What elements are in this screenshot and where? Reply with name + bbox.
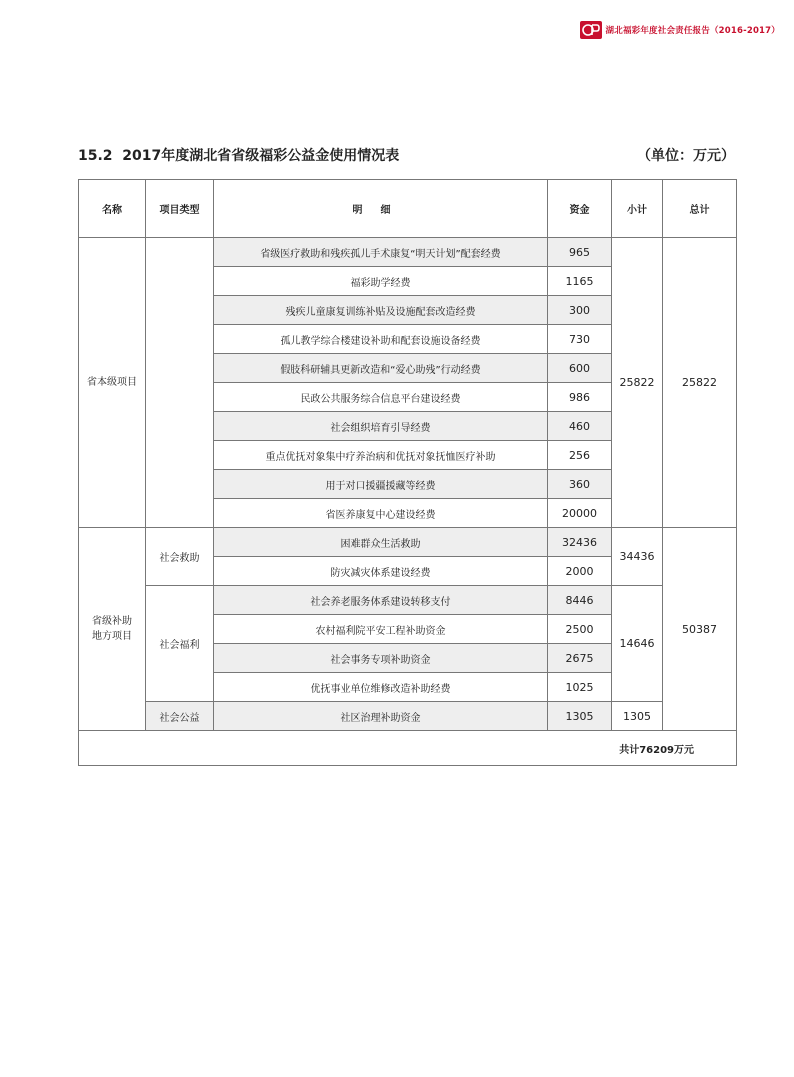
local-name-line1: 省级补助 <box>92 616 132 627</box>
table-title-row <box>78 145 735 167</box>
fund-cell: 32436 <box>548 528 612 557</box>
table-row <box>79 702 737 731</box>
detail-cell: 孤儿教学综合楼建设补助和配套设施设备经费 <box>214 325 548 354</box>
fund-cell: 256 <box>548 441 612 470</box>
detail-cell: 用于对口援疆援藏等经费 <box>214 470 548 499</box>
detail-cell: 防灾减灾体系建设经费 <box>214 557 548 586</box>
title-number: 15.2 <box>78 148 113 164</box>
provincial-name: 省本级项目 <box>79 238 146 528</box>
fund-cell: 300 <box>548 296 612 325</box>
detail-cell: 残疾儿童康复训练补贴及设施配套改造经费 <box>214 296 548 325</box>
fund-cell: 965 <box>548 238 612 267</box>
fund-cell: 460 <box>548 412 612 441</box>
detail-cell: 社会养老服务体系建设转移支付 <box>214 586 548 615</box>
fund-cell: 986 <box>548 383 612 412</box>
group-type: 社会福利 <box>146 586 214 702</box>
local-name <box>79 528 146 731</box>
table-title <box>78 145 399 165</box>
fund-cell: 8446 <box>548 586 612 615</box>
provincial-type <box>146 238 214 528</box>
provincial-total: 25822 <box>663 238 737 528</box>
fund-cell: 1165 <box>548 267 612 296</box>
group-subtotal: 14646 <box>612 586 663 702</box>
table-row <box>79 586 737 615</box>
detail-cell: 社区治理补助资金 <box>214 702 548 731</box>
fund-cell: 600 <box>548 354 612 383</box>
fund-cell: 1025 <box>548 673 612 702</box>
detail-cell: 困难群众生活救助 <box>214 528 548 557</box>
provincial-subtotal: 25822 <box>612 238 663 528</box>
grand-total-row <box>79 731 737 766</box>
fund-cell: 2000 <box>548 557 612 586</box>
header-name: 名称 <box>79 180 146 238</box>
detail-cell: 社会事务专项补助资金 <box>214 644 548 673</box>
group-subtotal: 34436 <box>612 528 663 586</box>
detail-cell: 假肢科研辅具更新改造和“爱心助残”行动经费 <box>214 354 548 383</box>
header-detail: 明细 <box>214 180 548 238</box>
fund-cell: 730 <box>548 325 612 354</box>
header-total: 总计 <box>663 180 737 238</box>
fund-cell: 2675 <box>548 644 612 673</box>
grand-total: 共计76209万元 <box>79 731 737 766</box>
detail-cell: 农村福利院平安工程补助资金 <box>214 615 548 644</box>
brand-text: 湖北福彩年度社会责任报告（2016-2017） <box>605 26 780 36</box>
table-row <box>79 528 737 557</box>
unit-label: （单位：万元） <box>637 148 735 164</box>
group-type: 社会救助 <box>146 528 214 586</box>
header-brand <box>580 21 780 39</box>
fund-cell: 2500 <box>548 615 612 644</box>
header-row <box>79 180 737 238</box>
detail-cell: 省医养康复中心建设经费 <box>214 499 548 528</box>
welfare-lottery-logo-icon <box>580 21 602 39</box>
fund-usage-table <box>78 179 737 766</box>
table-row <box>79 238 737 267</box>
local-name-line2: 地方项目 <box>92 631 132 642</box>
group-subtotal: 1305 <box>612 702 663 731</box>
detail-cell: 民政公共服务综合信息平台建设经费 <box>214 383 548 412</box>
group-type: 社会公益 <box>146 702 214 731</box>
title-text: 2017年度湖北省省级福彩公益金使用情况表 <box>122 148 400 164</box>
fund-cell: 360 <box>548 470 612 499</box>
detail-cell: 优抚事业单位维修改造补助经费 <box>214 673 548 702</box>
header-type: 项目类型 <box>146 180 214 238</box>
detail-cell: 福彩助学经费 <box>214 267 548 296</box>
fund-cell: 1305 <box>548 702 612 731</box>
fund-cell: 20000 <box>548 499 612 528</box>
local-total: 50387 <box>663 528 737 731</box>
header-subtotal: 小计 <box>612 180 663 238</box>
header-fund: 资金 <box>548 180 612 238</box>
detail-cell: 社会组织培育引导经费 <box>214 412 548 441</box>
detail-cell: 省级医疗救助和残疾孤儿手术康复“明天计划”配套经费 <box>214 238 548 267</box>
detail-cell: 重点优抚对象集中疗养治病和优抚对象抚恤医疗补助 <box>214 441 548 470</box>
